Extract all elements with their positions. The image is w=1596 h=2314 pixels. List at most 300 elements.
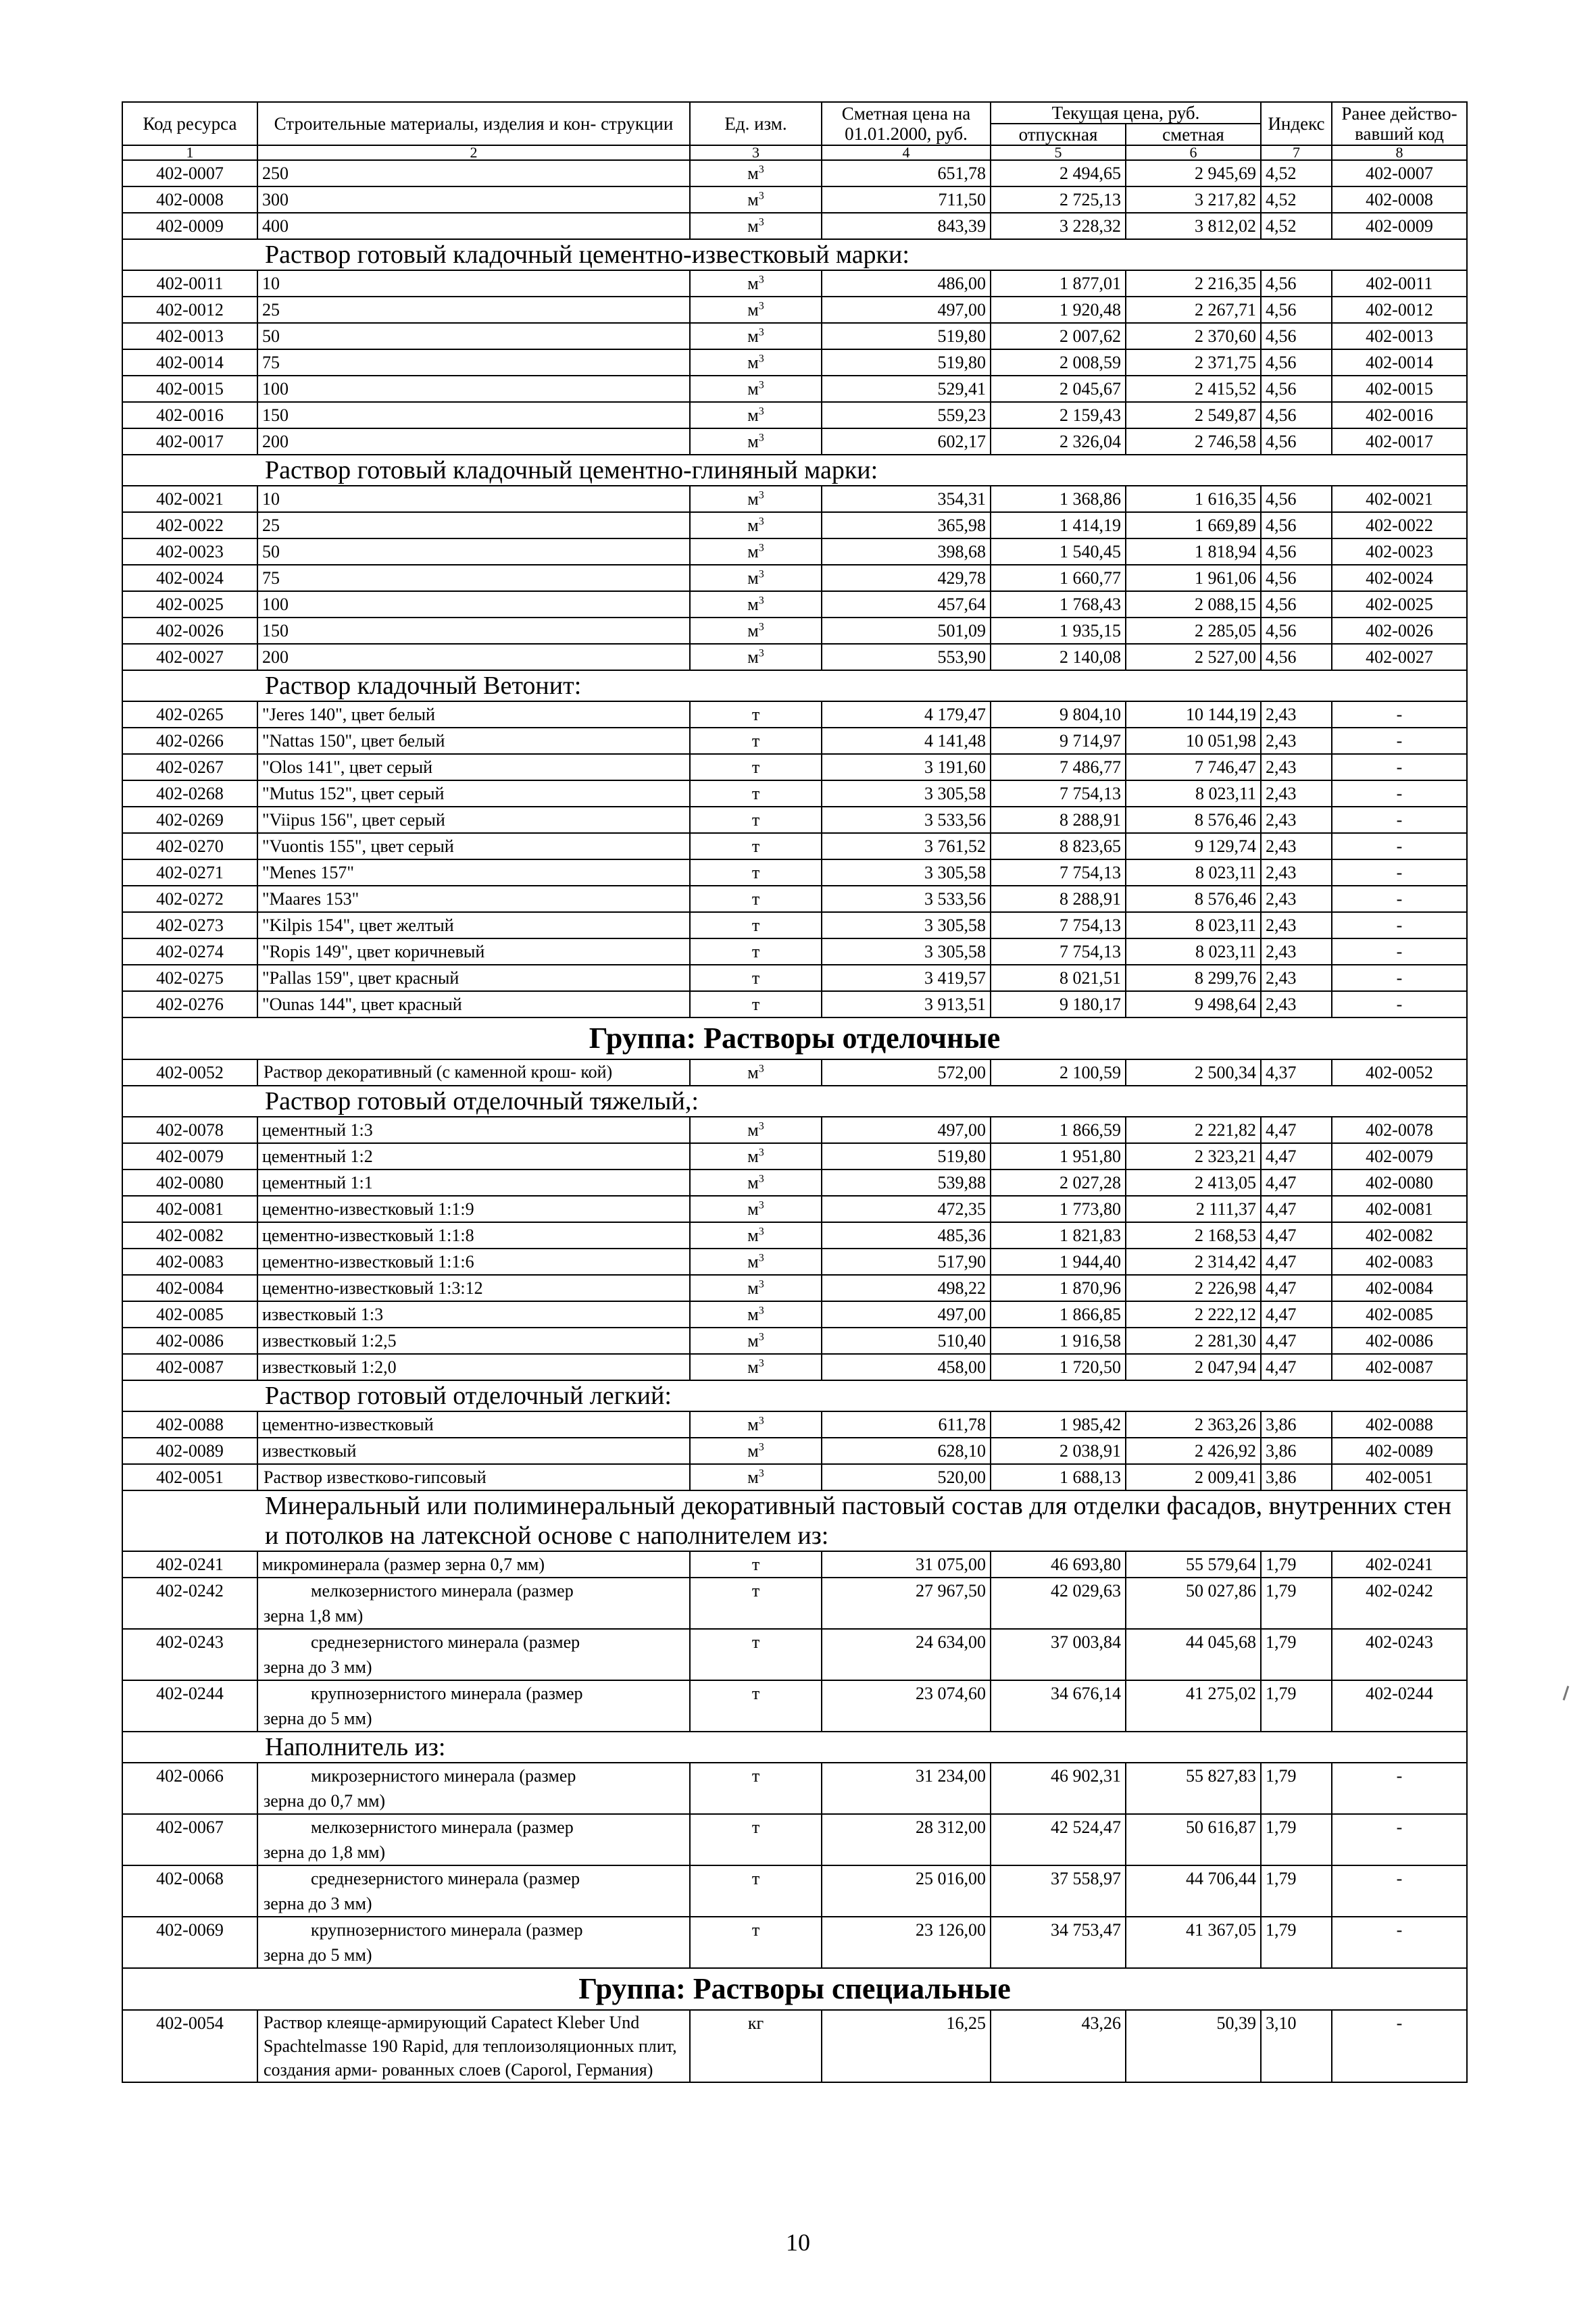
resource-code: 402-0086 (122, 1328, 257, 1354)
material-name: "Olos 141", цвет серый (257, 754, 690, 780)
base-price: 628,10 (822, 1438, 991, 1464)
release-price: 1 877,01 (991, 270, 1126, 297)
table-row (122, 938, 1467, 965)
price-index: 4,52 (1261, 186, 1332, 213)
release-price: 2 100,59 (991, 1059, 1126, 1086)
price-index: 2,43 (1261, 833, 1332, 859)
table-row (122, 1578, 1467, 1629)
unit-exponent: 3 (758, 1252, 764, 1264)
base-price: 529,41 (822, 376, 991, 402)
resource-code: 402-0051 (122, 1464, 257, 1490)
table-row (122, 1117, 1467, 1143)
table-row (122, 213, 1467, 239)
release-price: 1 821,83 (991, 1222, 1126, 1249)
price-index: 1,79 (1261, 1578, 1332, 1629)
estimate-price: 2 370,60 (1126, 323, 1261, 349)
estimate-price: 2 413,05 (1126, 1169, 1261, 1196)
material-name: микроминерала (размер зерна 0,7 мм) (257, 1551, 690, 1578)
base-price: 3 305,58 (822, 912, 991, 938)
unit-exponent: 3 (758, 647, 764, 659)
section-heading: Раствор кладочный Ветонит: (122, 670, 1467, 701)
price-index: 4,56 (1261, 428, 1332, 455)
release-price: 2 140,08 (991, 644, 1126, 670)
release-price: 8 288,91 (991, 807, 1126, 833)
material-name: 50 (257, 323, 690, 349)
previous-code: 402-0086 (1332, 1328, 1467, 1354)
unit-text: м (747, 489, 759, 509)
unit-of-measure: т (690, 991, 822, 1017)
unit-exponent: 3 (758, 1199, 764, 1211)
estimate-price: 2 047,94 (1126, 1354, 1261, 1380)
header-release-price: отпускная (991, 124, 1126, 145)
material-name: 25 (257, 297, 690, 323)
table-row (122, 859, 1467, 886)
unit-exponent: 3 (758, 274, 764, 286)
estimate-price: 2 221,82 (1126, 1117, 1261, 1143)
release-price: 1 773,80 (991, 1196, 1126, 1222)
unit-of-measure (690, 1411, 822, 1438)
material-name-line1: микрозернистого минерала (размер (311, 1766, 576, 1786)
estimate-price: 2 009,41 (1126, 1464, 1261, 1490)
resource-code: 402-0273 (122, 912, 257, 938)
release-price: 2 007,62 (991, 323, 1126, 349)
price-index: 4,47 (1261, 1169, 1332, 1196)
material-name: 10 (257, 270, 690, 297)
estimate-price: 8 023,11 (1126, 912, 1261, 938)
base-price: 651,78 (822, 160, 991, 186)
section-heading: Раствор готовый отделочный легкий: (122, 1380, 1467, 1411)
material-name: 400 (257, 213, 690, 239)
previous-code: 402-0082 (1332, 1222, 1467, 1249)
base-price: 3 305,58 (822, 938, 991, 965)
unit-of-measure (690, 565, 822, 591)
unit-of-measure: т (690, 1551, 822, 1578)
table-row (122, 754, 1467, 780)
estimate-price: 1 616,35 (1126, 486, 1261, 512)
table-row (122, 1249, 1467, 1275)
resource-code: 402-0015 (122, 376, 257, 402)
price-index: 4,52 (1261, 213, 1332, 239)
unit-of-measure: т (690, 728, 822, 754)
previous-code: - (1332, 1865, 1467, 1917)
unit-exponent: 3 (758, 515, 764, 528)
release-price: 3 228,32 (991, 213, 1126, 239)
price-index: 4,47 (1261, 1117, 1332, 1143)
release-price: 1 688,13 (991, 1464, 1126, 1490)
scan-mark (1563, 1686, 1570, 1701)
material-name (257, 1578, 690, 1629)
page-number: 10 (786, 2229, 810, 2256)
previous-code: 402-0079 (1332, 1143, 1467, 1169)
material-name: 50 (257, 538, 690, 565)
table-row (122, 1551, 1467, 1578)
material-name-line1: мелкозернистого минерала (размер (311, 1817, 574, 1837)
unit-exponent: 3 (758, 353, 764, 365)
estimate-price: 10 051,98 (1126, 728, 1261, 754)
estimate-price: 2 363,26 (1126, 1411, 1261, 1438)
unit-exponent: 3 (758, 1173, 764, 1185)
unit-text: м (747, 274, 759, 293)
material-name-line2: зерна до 3 мм) (264, 1657, 372, 1677)
base-price: 354,31 (822, 486, 991, 512)
table-row (122, 1814, 1467, 1865)
header-materials: Строительные материалы, изделия и кон- струкции (257, 102, 690, 145)
unit-of-measure: т (690, 938, 822, 965)
unit-of-measure (690, 428, 822, 455)
resource-code: 402-0243 (122, 1629, 257, 1680)
release-price: 46 902,31 (991, 1763, 1126, 1814)
unit-text: м (747, 1252, 759, 1272)
price-index: 1,79 (1261, 1917, 1332, 1968)
table-row (122, 728, 1467, 754)
unit-text: м (747, 164, 759, 183)
group-heading: Группа: Растворы специальные (122, 1968, 1467, 2010)
resource-code: 402-0242 (122, 1578, 257, 1629)
unit-of-measure: т (690, 1763, 822, 1814)
material-name: 75 (257, 565, 690, 591)
price-index: 4,56 (1261, 323, 1332, 349)
table-row (122, 428, 1467, 455)
estimate-price: 9 129,74 (1126, 833, 1261, 859)
material-name: цементно-известковый 1:3:12 (257, 1275, 690, 1301)
material-name: цементный 1:3 (257, 1117, 690, 1143)
base-price: 520,00 (822, 1464, 991, 1490)
material-name: известковый (257, 1438, 690, 1464)
unit-text: м (747, 1120, 759, 1140)
base-price: 3 305,58 (822, 859, 991, 886)
price-table (122, 101, 1468, 2083)
base-price: 501,09 (822, 618, 991, 644)
release-price: 1 768,43 (991, 591, 1126, 618)
material-name: известковый 1:2,0 (257, 1354, 690, 1380)
previous-code: 402-0026 (1332, 618, 1467, 644)
base-price: 572,00 (822, 1059, 991, 1086)
unit-of-measure: т (690, 886, 822, 912)
unit-text: м (747, 621, 759, 640)
material-name: известковый 1:2,5 (257, 1328, 690, 1354)
material-name: "Kilpis 154", цвет желтый (257, 912, 690, 938)
previous-code: - (1332, 780, 1467, 807)
unit-of-measure: т (690, 912, 822, 938)
estimate-price: 50 027,86 (1126, 1578, 1261, 1629)
table-row (122, 186, 1467, 213)
resource-code: 402-0054 (122, 2010, 257, 2082)
unit-of-measure (690, 1222, 822, 1249)
unit-exponent: 3 (758, 568, 764, 580)
estimate-price: 2 527,00 (1126, 644, 1261, 670)
previous-code: 402-0027 (1332, 644, 1467, 670)
table-row (122, 270, 1467, 297)
resource-code: 402-0084 (122, 1275, 257, 1301)
estimate-price: 2 168,53 (1126, 1222, 1261, 1249)
release-price: 37 003,84 (991, 1629, 1126, 1680)
material-name: цементно-известковый 1:1:6 (257, 1249, 690, 1275)
base-price: 510,40 (822, 1328, 991, 1354)
resource-code: 402-0022 (122, 512, 257, 538)
release-price: 2 494,65 (991, 160, 1126, 186)
unit-exponent: 3 (758, 1147, 764, 1159)
unit-exponent: 3 (758, 1357, 764, 1369)
material-name: 150 (257, 618, 690, 644)
material-name: "Jeres 140", цвет белый (257, 701, 690, 728)
resource-code: 402-0066 (122, 1763, 257, 1814)
previous-code: - (1332, 833, 1467, 859)
material-name: цементный 1:2 (257, 1143, 690, 1169)
estimate-price: 55 579,64 (1126, 1551, 1261, 1578)
price-index: 4,56 (1261, 376, 1332, 402)
material-name-line1: мелкозернистого минерала (размер (311, 1581, 574, 1601)
unit-of-measure (690, 1438, 822, 1464)
resource-code: 402-0270 (122, 833, 257, 859)
unit-of-measure (690, 1249, 822, 1275)
unit-of-measure (690, 186, 822, 213)
previous-code: 402-0084 (1332, 1275, 1467, 1301)
table-header (122, 102, 1467, 160)
material-name-line1: среднезернистого минерала (размер (311, 1632, 580, 1652)
material-name-line2: зерна до 5 мм) (264, 1709, 372, 1728)
base-price: 3 913,51 (822, 991, 991, 1017)
previous-code: - (1332, 728, 1467, 754)
previous-code: 402-0081 (1332, 1196, 1467, 1222)
table-row (122, 160, 1467, 186)
release-price: 2 038,91 (991, 1438, 1126, 1464)
estimate-price: 2 222,12 (1126, 1301, 1261, 1328)
unit-text: м (747, 1467, 759, 1487)
estimate-price: 2 088,15 (1126, 591, 1261, 618)
resource-code: 402-0269 (122, 807, 257, 833)
material-name: 250 (257, 160, 690, 186)
estimate-price: 2 267,71 (1126, 297, 1261, 323)
previous-code: - (1332, 807, 1467, 833)
table-row (122, 912, 1467, 938)
unit-of-measure (690, 591, 822, 618)
resource-code: 402-0274 (122, 938, 257, 965)
price-index: 1,79 (1261, 1763, 1332, 1814)
price-index: 1,79 (1261, 1680, 1332, 1732)
estimate-price: 2 549,87 (1126, 402, 1261, 428)
estimate-price: 44 706,44 (1126, 1865, 1261, 1917)
column-number: 5 (991, 145, 1126, 160)
price-index: 4,47 (1261, 1222, 1332, 1249)
base-price: 3 533,56 (822, 807, 991, 833)
previous-code: 402-0025 (1332, 591, 1467, 618)
unit-of-measure (690, 512, 822, 538)
header-base-price: Сметная цена на 01.01.2000, руб. (822, 102, 991, 145)
table-row (122, 1411, 1467, 1438)
table-row (122, 991, 1467, 1017)
previous-code: - (1332, 1814, 1467, 1865)
unit-text: м (747, 1331, 759, 1351)
base-price: 31 075,00 (822, 1551, 991, 1578)
unit-exponent: 3 (758, 1441, 764, 1453)
unit-text: м (747, 379, 759, 399)
section-heading-row (122, 239, 1467, 270)
release-price: 34 676,14 (991, 1680, 1126, 1732)
table-row (122, 1680, 1467, 1732)
material-name: известковый 1:3 (257, 1301, 690, 1328)
unit-text: м (747, 432, 759, 451)
unit-of-measure (690, 402, 822, 428)
previous-code: 402-0007 (1332, 160, 1467, 186)
unit-text: м (747, 1063, 759, 1082)
estimate-price: 41 275,02 (1126, 1680, 1261, 1732)
price-index: 2,43 (1261, 886, 1332, 912)
unit-of-measure (690, 1196, 822, 1222)
base-price: 517,90 (822, 1249, 991, 1275)
previous-code: 402-0080 (1332, 1169, 1467, 1196)
unit-text: м (747, 353, 759, 372)
unit-of-measure: т (690, 833, 822, 859)
previous-code: 402-0016 (1332, 402, 1467, 428)
previous-code: 402-0087 (1332, 1354, 1467, 1380)
unit-exponent: 3 (758, 300, 764, 312)
material-name (257, 1917, 690, 1968)
unit-of-measure (690, 376, 822, 402)
release-price: 1 866,85 (991, 1301, 1126, 1328)
estimate-price: 8 023,11 (1126, 938, 1261, 965)
release-price: 1 916,58 (991, 1328, 1126, 1354)
release-price: 8 288,91 (991, 886, 1126, 912)
unit-exponent: 3 (758, 621, 764, 633)
release-price: 7 754,13 (991, 859, 1126, 886)
resource-code: 402-0011 (122, 270, 257, 297)
price-index: 2,43 (1261, 780, 1332, 807)
section-heading-row (122, 1086, 1467, 1117)
resource-code: 402-0082 (122, 1222, 257, 1249)
unit-of-measure: т (690, 1814, 822, 1865)
resource-code: 402-0081 (122, 1196, 257, 1222)
estimate-price: 8 023,11 (1126, 780, 1261, 807)
resource-code: 402-0026 (122, 618, 257, 644)
unit-text: м (747, 1147, 759, 1166)
estimate-price: 2 216,35 (1126, 270, 1261, 297)
estimate-price: 2 323,21 (1126, 1143, 1261, 1169)
release-price: 9 714,97 (991, 728, 1126, 754)
release-price: 1 920,48 (991, 297, 1126, 323)
unit-of-measure: т (690, 1680, 822, 1732)
base-price: 472,35 (822, 1196, 991, 1222)
estimate-price: 1 818,94 (1126, 538, 1261, 565)
estimate-price: 1 669,89 (1126, 512, 1261, 538)
table-row (122, 486, 1467, 512)
unit-text: м (747, 647, 759, 667)
base-price: 559,23 (822, 402, 991, 428)
unit-of-measure (690, 538, 822, 565)
previous-code: 402-0009 (1332, 213, 1467, 239)
material-name: 200 (257, 644, 690, 670)
price-index: 2,43 (1261, 807, 1332, 833)
table-row (122, 297, 1467, 323)
material-name: "Ropis 149", цвет коричневый (257, 938, 690, 965)
base-price: 519,80 (822, 1143, 991, 1169)
table-row (122, 1865, 1467, 1917)
section-heading: Наполнитель из: (122, 1732, 1467, 1763)
unit-of-measure (690, 1354, 822, 1380)
base-price: 27 967,50 (822, 1578, 991, 1629)
unit-exponent: 3 (758, 1467, 764, 1480)
previous-code: 402-0022 (1332, 512, 1467, 538)
unit-text: м (747, 1173, 759, 1192)
unit-exponent: 3 (758, 542, 764, 554)
previous-code: - (1332, 938, 1467, 965)
release-price: 2 725,13 (991, 186, 1126, 213)
material-name-line2: зерна до 0,7 мм) (264, 1791, 386, 1811)
estimate-price: 2 226,98 (1126, 1275, 1261, 1301)
unit-exponent: 3 (758, 1305, 764, 1317)
release-price: 8 021,51 (991, 965, 1126, 991)
base-price: 498,22 (822, 1275, 991, 1301)
estimate-price: 8 023,11 (1126, 859, 1261, 886)
price-index: 2,43 (1261, 912, 1332, 938)
previous-code: - (1332, 1763, 1467, 1814)
group-heading-row (122, 1017, 1467, 1059)
base-price: 398,68 (822, 538, 991, 565)
release-price: 1 985,42 (991, 1411, 1126, 1438)
unit-of-measure: т (690, 701, 822, 728)
previous-code: - (1332, 701, 1467, 728)
previous-code: - (1332, 912, 1467, 938)
price-index: 4,47 (1261, 1301, 1332, 1328)
material-name-line2: зерна до 1,8 мм) (264, 1842, 386, 1862)
resource-code: 402-0272 (122, 886, 257, 912)
estimate-price: 2 415,52 (1126, 376, 1261, 402)
unit-text: м (747, 542, 759, 561)
section-heading-row (122, 670, 1467, 701)
previous-code: 402-0011 (1332, 270, 1467, 297)
unit-text: м (747, 190, 759, 209)
material-name-line1: крупнозернистого минерала (размер (311, 1920, 583, 1940)
table-row (122, 1169, 1467, 1196)
release-price: 46 693,80 (991, 1551, 1126, 1578)
previous-code: - (1332, 1917, 1467, 1968)
price-index: 1,79 (1261, 1865, 1332, 1917)
unit-exponent: 3 (758, 379, 764, 391)
price-index: 4,56 (1261, 512, 1332, 538)
table-row (122, 701, 1467, 728)
unit-of-measure (690, 1328, 822, 1354)
resource-code: 402-0267 (122, 754, 257, 780)
material-name: "Mutus 152", цвет серый (257, 780, 690, 807)
base-price: 365,98 (822, 512, 991, 538)
group-heading-row (122, 1968, 1467, 2010)
base-price: 458,00 (822, 1354, 991, 1380)
base-price: 4 141,48 (822, 728, 991, 754)
base-price: 16,25 (822, 2010, 991, 2082)
price-index: 1,79 (1261, 1551, 1332, 1578)
resource-code: 402-0276 (122, 991, 257, 1017)
material-name (257, 1865, 690, 1917)
header-current-price: Текущая цена, руб. (991, 102, 1261, 124)
unit-exponent: 3 (758, 190, 764, 202)
unit-text: м (747, 1305, 759, 1324)
unit-exponent: 3 (758, 1415, 764, 1427)
release-price: 42 524,47 (991, 1814, 1126, 1865)
table-row (122, 807, 1467, 833)
base-price: 24 634,00 (822, 1629, 991, 1680)
column-number: 7 (1261, 145, 1332, 160)
unit-text: м (747, 1415, 759, 1434)
base-price: 519,80 (822, 349, 991, 376)
section-heading: Раствор готовый отделочный тяжелый,: (122, 1086, 1467, 1117)
base-price: 486,00 (822, 270, 991, 297)
resource-code: 402-0068 (122, 1865, 257, 1917)
previous-code: 402-0244 (1332, 1680, 1467, 1732)
estimate-price: 8 299,76 (1126, 965, 1261, 991)
resource-code: 402-0266 (122, 728, 257, 754)
table-row (122, 1275, 1467, 1301)
base-price: 31 234,00 (822, 1763, 991, 1814)
release-price: 7 754,13 (991, 938, 1126, 965)
